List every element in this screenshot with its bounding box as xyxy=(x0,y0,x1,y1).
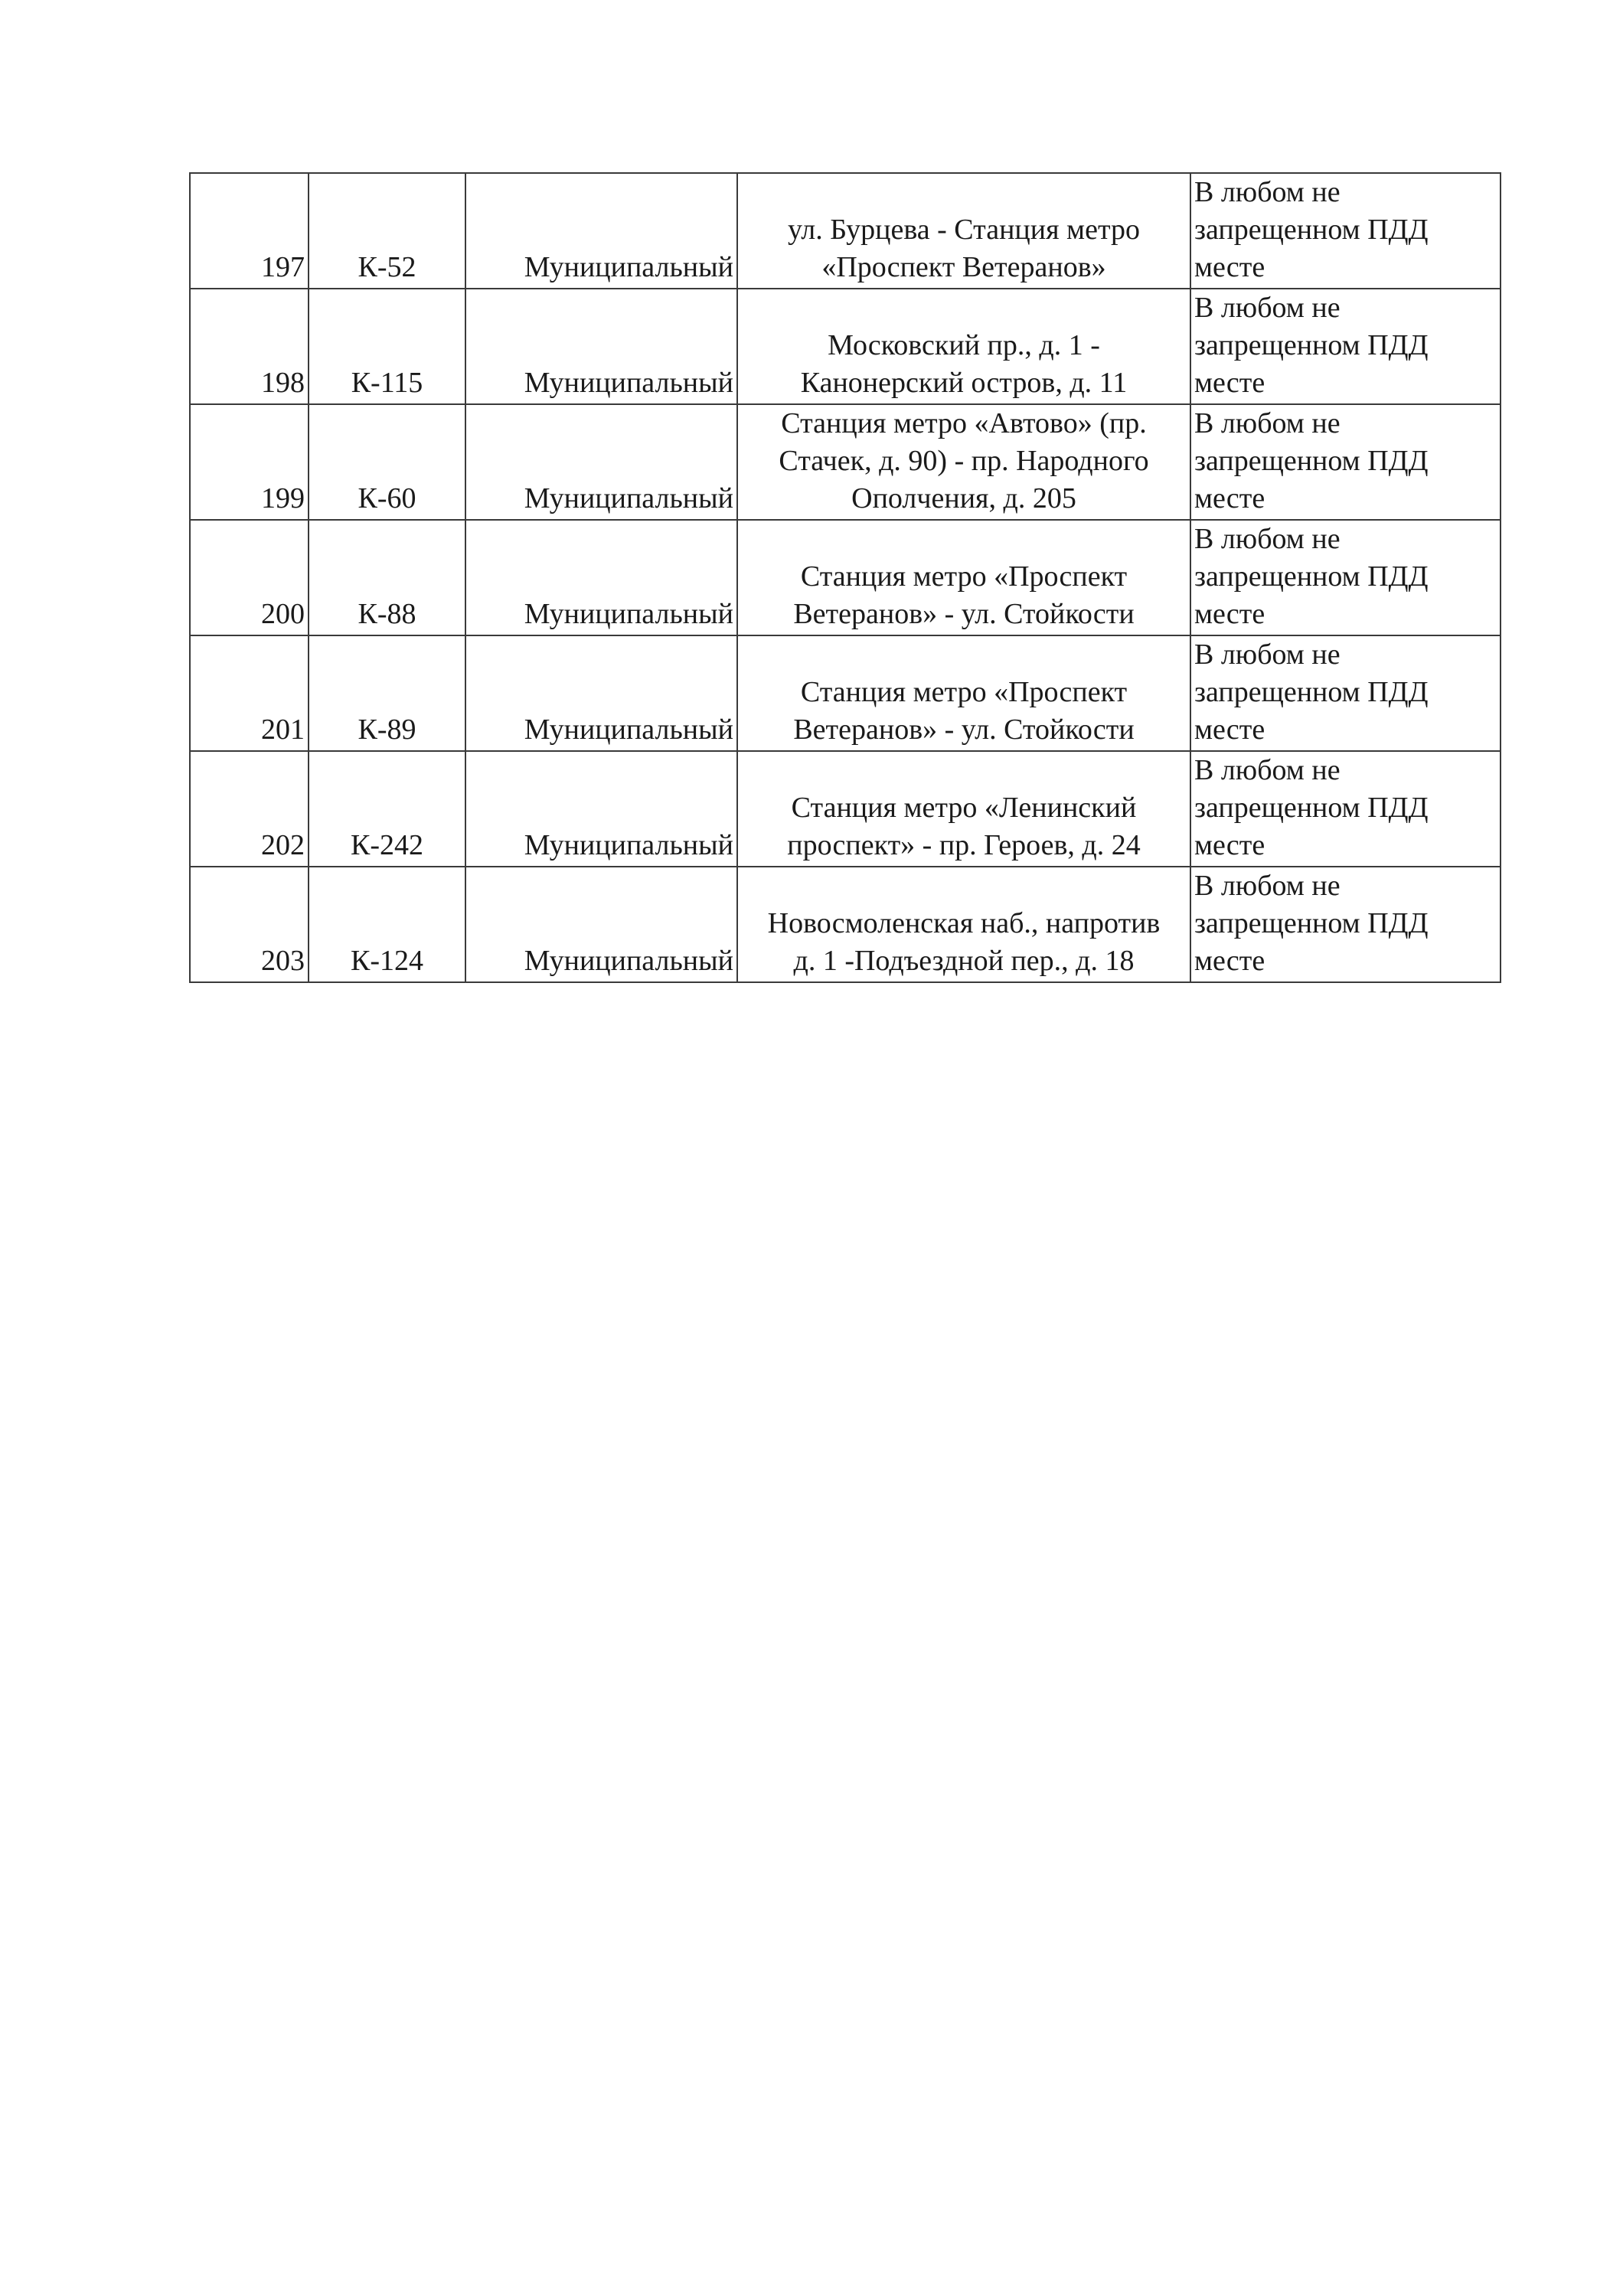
table-row xyxy=(190,520,1501,635)
table-row xyxy=(190,404,1501,520)
row-number: 197 xyxy=(190,173,309,289)
route-type: Муниципальный xyxy=(465,635,737,751)
route-path: Станция метро «Ленинский проспект» - пр. Героев, д. 24 xyxy=(737,751,1190,867)
table-row xyxy=(190,289,1501,404)
route-type: Муниципальный xyxy=(465,173,737,289)
stop-rule: В любом не запрещенном ПДД месте xyxy=(1190,289,1501,404)
route-code: К-60 xyxy=(309,404,465,520)
route-code: К-89 xyxy=(309,635,465,751)
row-number: 198 xyxy=(190,289,309,404)
route-path: Московский пр., д. 1 - Канонерский остров, д. 11 xyxy=(737,289,1190,404)
route-type: Муниципальный xyxy=(465,289,737,404)
row-number: 202 xyxy=(190,751,309,867)
row-number: 203 xyxy=(190,867,309,982)
route-path: Станция метро «Автово» (пр. Стачек, д. 90) - пр. Народного Ополчения, д. 205 xyxy=(737,404,1190,520)
table-row xyxy=(190,173,1501,289)
route-path: Станция метро «Проспект Ветеранов» - ул. Стойкости xyxy=(737,520,1190,635)
route-code: К-52 xyxy=(309,173,465,289)
route-code: К-115 xyxy=(309,289,465,404)
route-type: Муниципальный xyxy=(465,751,737,867)
route-code: К-88 xyxy=(309,520,465,635)
route-path: ул. Бурцева - Станция метро «Проспект Ветеранов» xyxy=(737,173,1190,289)
stop-rule: В любом не запрещенном ПДД месте xyxy=(1190,751,1501,867)
route-type: Муниципальный xyxy=(465,404,737,520)
stop-rule: В любом не запрещенном ПДД месте xyxy=(1190,173,1501,289)
stop-rule: В любом не запрещенном ПДД месте xyxy=(1190,404,1501,520)
route-code: К-124 xyxy=(309,867,465,982)
stop-rule: В любом не запрещенном ПДД месте xyxy=(1190,520,1501,635)
row-number: 199 xyxy=(190,404,309,520)
route-type: Муниципальный xyxy=(465,520,737,635)
table-row xyxy=(190,751,1501,867)
stop-rule: В любом не запрещенном ПДД месте xyxy=(1190,867,1501,982)
route-type: Муниципальный xyxy=(465,867,737,982)
route-code: К-242 xyxy=(309,751,465,867)
route-path: Станция метро «Проспект Ветеранов» - ул. Стойкости xyxy=(737,635,1190,751)
table-row xyxy=(190,635,1501,751)
table-row xyxy=(190,867,1501,982)
row-number: 201 xyxy=(190,635,309,751)
stop-rule: В любом не запрещенном ПДД месте xyxy=(1190,635,1501,751)
routes-table xyxy=(189,172,1501,983)
route-path: Новосмоленская наб., напротив д. 1 -Подъездной пер., д. 18 xyxy=(737,867,1190,982)
row-number: 200 xyxy=(190,520,309,635)
